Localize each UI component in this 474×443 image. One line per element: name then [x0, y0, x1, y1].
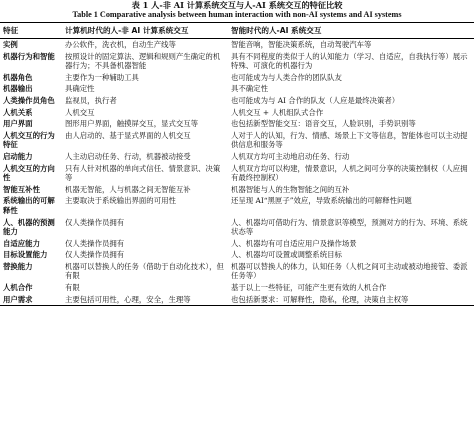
cell-non-ai: 机器可以替换人的任务（借助于自动化技术），但有限	[65, 261, 224, 281]
cell-feature: 人机交互的方向性	[3, 163, 55, 183]
cell-ai: 也包括新要求：可解释性，隐私，伦理，决策自主权等	[231, 294, 409, 304]
cell-ai: 具有不同程度的类似于人的认知能力（学习、自适应，自我执行等）展示特殊、可演化的机器行为	[231, 51, 468, 71]
cell-non-ai: 按照设计的固定算法、逻辑和规则产生确定的机器行为；不具备机器智能	[65, 51, 221, 71]
table-row	[0, 107, 474, 119]
cell-feature: 人、机器的预测能力	[3, 217, 55, 237]
header-ai: 智能时代的人-AI 系统交互	[231, 26, 322, 35]
cell-feature: 系统输出的可解释性	[3, 196, 55, 215]
cell-non-ai: 监视员，执行者	[65, 95, 117, 105]
cell-non-ai: 办公软件，洗衣机，自动生产线等	[65, 40, 176, 49]
cell-ai: 人、机器均可借助行为、情景意识等模型，预测对方的行为、环境、系统状态等	[231, 217, 468, 237]
caption-chinese: 表 1 人-非 AI 计算系统交互与人-AI 系统交互的特征比较	[131, 0, 343, 10]
cell-feature: 智能互补性	[3, 184, 40, 194]
table-row	[0, 83, 474, 95]
table-row	[0, 51, 474, 72]
cell-non-ai: 只有人针对机器的单向式信任、情景意识、决策等	[65, 163, 221, 183]
cell-ai: 智能音响，智能决策系统，自动驾驶汽车等	[231, 40, 372, 49]
cell-non-ai: 主要包括可用性，心理，安全，生理等	[65, 294, 191, 304]
cell-non-ai: 仅人类操作员拥有	[65, 217, 125, 227]
table-caption	[0, 0, 474, 19]
cell-ai: 人、机器均可设置或调整系统目标	[231, 250, 342, 260]
table-row	[0, 163, 474, 184]
cell-non-ai: 机器无智能，人与机器之间无智能互补	[65, 184, 191, 194]
cell-feature: 机器输出	[3, 84, 33, 94]
cell-non-ai: 有限	[65, 283, 80, 293]
cell-feature: 用户界面	[3, 119, 33, 129]
cell-non-ai: 仅人类操作员拥有	[65, 250, 125, 260]
table-row	[0, 294, 474, 306]
cell-ai: 基于以上一些特征，可能产生更有效的人机合作	[231, 283, 387, 293]
table-row	[0, 130, 474, 151]
cell-ai: 也可能成为与人类合作的团队队友	[231, 72, 342, 82]
cell-ai: 机器可以替换人的体力，认知任务（人机之间可主动或被动地接管、委派任务等）	[231, 261, 468, 281]
table-row	[0, 151, 474, 163]
cell-ai: 也包括新型智能交互：语音交互，人脸识别，手势识别等	[231, 119, 416, 129]
table-row	[0, 282, 474, 294]
cell-non-ai: 仅人类操作员拥有	[65, 238, 125, 248]
table-row	[0, 238, 474, 250]
cell-non-ai: 由人启动的、基于显式界面的人机交互	[65, 130, 191, 140]
cell-feature: 替换能力	[3, 261, 33, 271]
cell-ai: 人、机器均有可自适应用户及操作场景	[231, 238, 357, 248]
cell-ai: 还呈现 AI“黑匣子”效应，导致系统输出的可解释性问题	[231, 196, 412, 206]
cell-ai: 具不确定性	[231, 84, 268, 94]
caption-english: Table 1 Comparative analysis between human interaction with non-AI systems and AI systems	[72, 10, 402, 19]
cell-ai: 人机双方均可以构建，情景意识，人机之间可分享的决策控制权（人应拥有最终控制权）	[231, 163, 468, 183]
comparison-table	[0, 22, 474, 306]
cell-ai: 人机交互 + 人机组队式合作	[231, 107, 324, 117]
cell-feature: 人机关系	[3, 107, 33, 117]
table-row	[0, 95, 474, 107]
table-row	[0, 184, 474, 196]
cell-ai: 机器智能与人的生物智能之间的互补	[231, 184, 350, 194]
table-row	[0, 72, 474, 84]
cell-ai: 也可能成为与 AI 合作的队友（人应是最终决策者）	[231, 95, 400, 105]
table-header-row	[0, 23, 474, 39]
table-row	[0, 195, 474, 216]
cell-non-ai: 主要取决于系统输出界面的可用性	[65, 196, 176, 206]
cell-feature: 机器行为和智能	[3, 51, 55, 61]
table-row	[0, 249, 474, 261]
header-non-ai: 计算机时代的人-非 AI 计算系统交互	[65, 26, 189, 35]
table-row	[0, 39, 474, 51]
cell-feature: 实例	[3, 40, 18, 49]
cell-ai: 人机双方均可主动地启动任务、行动	[231, 151, 350, 161]
table-row	[0, 118, 474, 130]
cell-non-ai: 主要作为一种辅助工具	[65, 72, 139, 82]
cell-feature: 目标设置能力	[3, 250, 48, 260]
cell-non-ai: 图形用户界面，触摸屏交互，显式交互等	[65, 119, 199, 129]
cell-feature: 人类操作员角色	[3, 95, 55, 105]
table-row	[0, 217, 474, 238]
header-feature: 特征	[3, 26, 19, 35]
cell-feature: 人机合作	[3, 283, 33, 293]
cell-feature: 机器角色	[3, 72, 33, 82]
cell-ai: 人对于人的认知，行为、情感、场景上下文等信息，智能体也可以主动提供信息和服务等	[231, 130, 468, 150]
cell-feature: 用户需求	[3, 294, 33, 304]
table-row	[0, 261, 474, 282]
cell-feature: 人机交互的行为特征	[3, 130, 55, 150]
cell-non-ai: 人主动启动任务、行动，机器被动接受	[65, 151, 191, 161]
cell-non-ai: 人机交互	[65, 107, 95, 117]
cell-feature: 启动能力	[3, 151, 33, 161]
cell-non-ai: 具确定性	[65, 84, 95, 94]
cell-feature: 自适应能力	[3, 238, 40, 248]
